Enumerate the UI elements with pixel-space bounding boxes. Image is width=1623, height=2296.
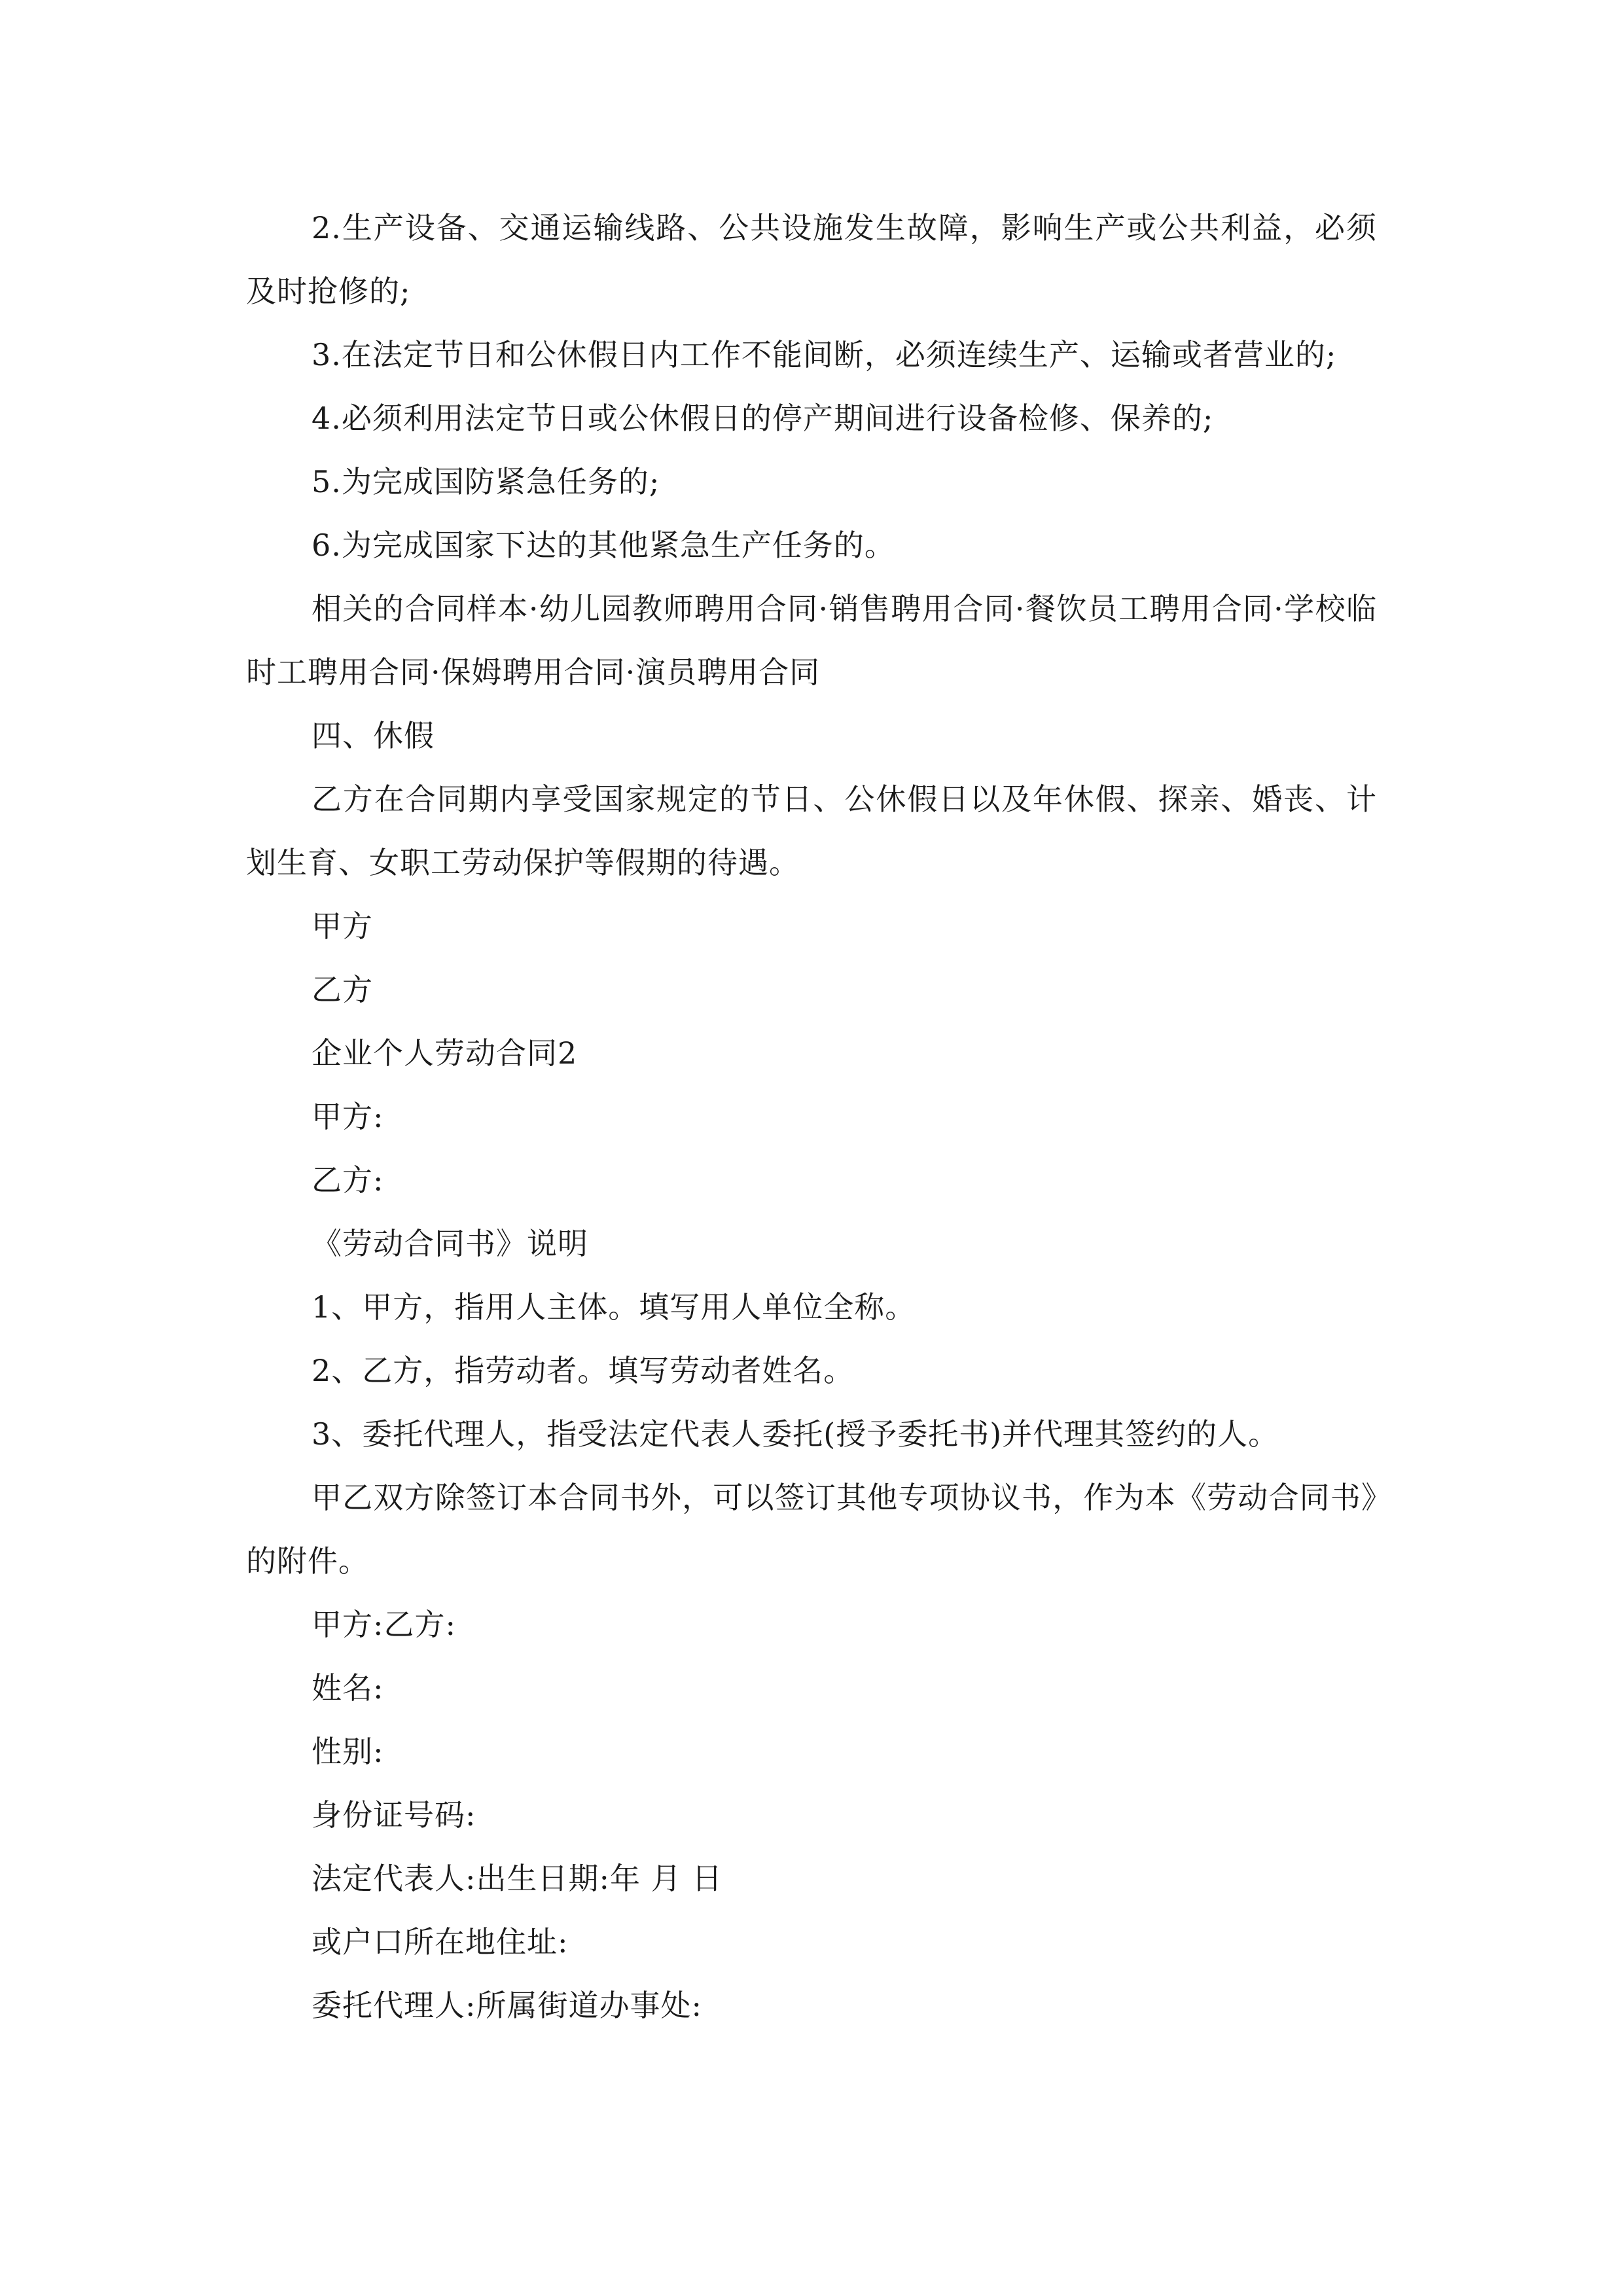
name-field: 姓名:	[312, 1670, 384, 1706]
clause-2: 2.生产设备、交通运输线路、公共设施发生故障，影响生产或公共利益，必须及时抢修的;	[246, 210, 1377, 309]
contract-title: 企业个人劳动合同2	[312, 1035, 578, 1071]
party-a-label: 甲方	[312, 908, 373, 944]
id-number-field: 身份证号码:	[312, 1797, 476, 1833]
explanation-item-1: 1、甲方，指用人主体。填写用人单位全称。	[312, 1289, 916, 1325]
explanation-item-2: 2、乙方，指劳动者。填写劳动者姓名。	[312, 1353, 855, 1388]
legal-rep-birthdate-field: 法定代表人:出生日期:年 月 日	[312, 1861, 723, 1896]
party-b-field: 乙方:	[312, 1162, 384, 1198]
clause-4: 4.必须利用法定节日或公休假日的停产期间进行设备检修、保养的;	[312, 401, 1214, 436]
parties-field: 甲方:乙方:	[312, 1607, 456, 1642]
related-templates: 相关的合同样本·幼儿园教师聘用合同·销售聘用合同·餐饮员工聘用合同·学校临时工聘用合同·保姆聘用合同·演员聘用合同	[246, 591, 1377, 690]
agent-subdistrict-field: 委托代理人:所属街道办事处:	[312, 1988, 702, 2023]
residence-address-field: 或户口所在地住址:	[312, 1924, 569, 1960]
explanation-heading: 《劳动合同书》说明	[312, 1226, 588, 1261]
explanation-item-3: 3、委托代理人，指受法定代表人委托(授予委托书)并代理其签约的人。	[312, 1416, 1279, 1452]
clause-5: 5.为完成国防紧急任务的;	[312, 464, 660, 499]
party-b-label: 乙方	[312, 972, 373, 1007]
section-heading-leave: 四、休假	[312, 718, 435, 753]
clause-6: 6.为完成国家下达的其他紧急生产任务的。	[312, 528, 895, 563]
gender-field: 性别:	[312, 1734, 384, 1769]
attachment-note: 甲乙双方除签订本合同书外，可以签订其他专项协议书，作为本《劳动合同书》的附件。	[246, 1480, 1377, 1579]
document-body	[246, 196, 1377, 2037]
party-a-field: 甲方:	[312, 1099, 384, 1134]
leave-paragraph: 乙方在合同期内享受国家规定的节日、公休假日以及年休假、探亲、婚丧、计划生育、女职工劳动保护等假期的待遇。	[246, 781, 1377, 880]
clause-3: 3.在法定节日和公休假日内工作不能间断，必须连续生产、运输或者营业的;	[312, 337, 1337, 372]
